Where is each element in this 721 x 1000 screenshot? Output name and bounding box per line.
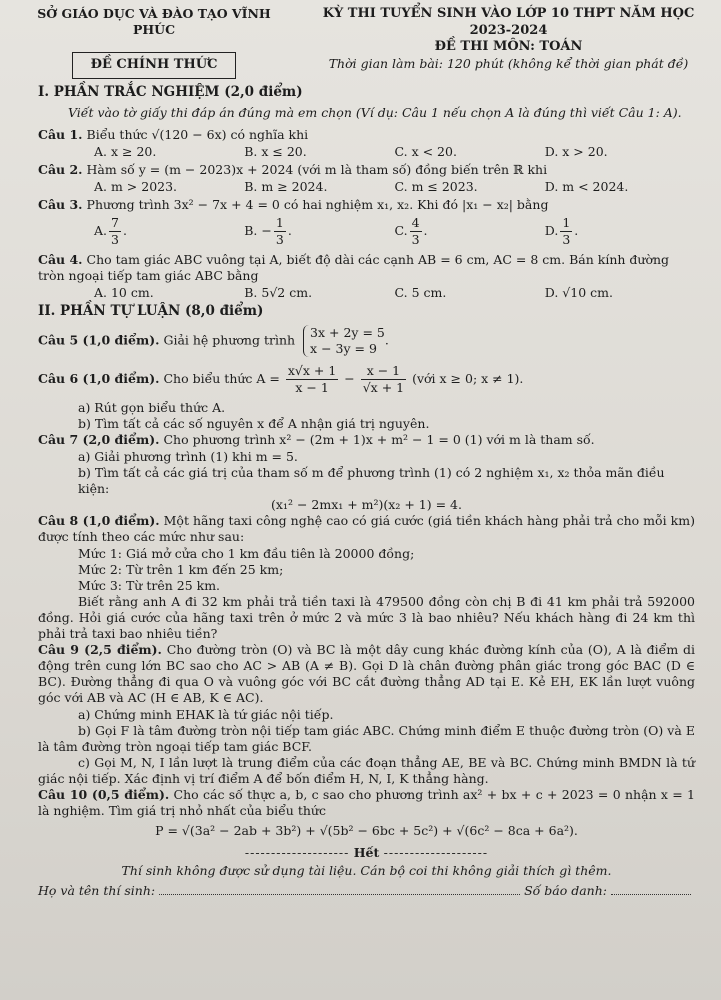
question-label: Câu 2.: [38, 162, 83, 178]
question-text: Hàm số y = (m − 2023)x + 2024 (với m là tham số) đồng biến trên ℝ khi: [86, 162, 548, 178]
denominator: √x + 1: [362, 379, 405, 395]
question-text: Cho phương trình x² − (2m + 1)x + m² − 1 = 0 (1) với m là tham số.: [163, 431, 595, 447]
numerator: 1: [275, 215, 284, 231]
question-text: Cho các số thực a, b, c sao cho phương trình ax² + bx + c + 2023 = 0 nhận x = 1 là nghiệm. Tìm giá trị nhỏ nhất của biểu thức: [38, 786, 696, 818]
price-level-1: Mức 1: Giá mở cửa cho 1 km đầu tiên là 20000 đồng;: [78, 545, 415, 561]
option-prefix: C.: [394, 223, 408, 239]
footer-note: Thí sinh không được sử dụng tài liệu. Cán bộ coi thi không giải thích gì thêm.: [121, 862, 612, 878]
option-prefix: A.: [94, 223, 108, 239]
fraction: [410, 215, 422, 248]
options-q4: [38, 285, 695, 301]
question-text: Cho đường tròn (O) và BC là một dây cung khác đường kính của (O), A là điểm di động trên cung lớn BC sao cho AC > AB (A ≠ B). Gọi D là chân đường phân giác trong góc BAC (D ∈ BC). Đường thẳng đi qua O và vuông góc với BC cắt đường thẳng AD tại E. Kẻ EH, EK lần lượt vuông góc với AB và AC (H ∈ AB, K ∈ AC).: [38, 641, 696, 705]
department-name: SỞ GIÁO DỤC VÀ ĐÀO TẠO VĨNH PHÚC: [37, 6, 271, 37]
question-7b: b) Tìm tất cả các giá trị của tham số m để phương trình (1) có 2 nghiệm x₁, x₂ thỏa mãn điều kiện:: [78, 464, 665, 496]
fraction: [361, 363, 406, 396]
question-5: Câu 5 (1,0 điểm). Giải hệ phương trình 3x + 2y = 5 x − 3y = 9 .: [38, 324, 389, 356]
option-a: A. m > 2023.: [94, 179, 178, 195]
fraction: [109, 215, 121, 248]
question-label: Câu 10 (0,5 điểm).: [38, 786, 170, 802]
option-c: C. 5 cm.: [394, 285, 447, 301]
section-title-multiple-choice: I. PHẦN TRẮC NGHIỆM (2,0 điểm): [38, 84, 303, 100]
denominator: x − 1: [295, 379, 329, 395]
question-text: Cho tam giác ABC vuông tại A, biết độ dài các cạnh AB = 6 cm, AC = 8 cm. Bán kính đường tròn ngoại tiếp tam giác ABC bằng: [38, 252, 670, 284]
option-d: D. $\frac{1}{3}$ .: [544, 215, 579, 248]
question-9a: a) Chứng minh EHAK là tứ giác nội tiếp.: [78, 706, 334, 722]
instruction-text: Viết vào tờ giấy thi đáp án đúng mà em chọn (Ví dụ: Câu 1 nếu chọn A là đúng thì viết Câu 1: A).: [68, 105, 682, 121]
option-d: D. m < 2024.: [544, 179, 629, 195]
question-label: Câu 8 (1,0 điểm).: [38, 512, 160, 528]
option-b: B. − $\frac{1}{3}$ .: [244, 215, 292, 248]
option-b: B. x ≤ 20.: [244, 144, 307, 160]
question-6a: a) Rút gọn biểu thức A.: [78, 399, 226, 415]
question-1: [38, 127, 695, 143]
option-a: A. 10 cm.: [94, 285, 154, 301]
options-q1: [38, 144, 695, 160]
header-left: [18, 6, 290, 79]
price-level-2: Mức 2: Từ trên 1 km đến 25 km;: [78, 561, 284, 577]
fraction: [286, 363, 338, 396]
question-label: Câu 5 (1,0 điểm).: [38, 332, 160, 348]
question-text: Cho biểu thức A =: [163, 370, 280, 386]
question-9: [38, 642, 695, 706]
official-exam-label: ĐỀ CHÍNH THỨC: [72, 52, 237, 79]
end-marker: [38, 845, 695, 861]
question-7: [38, 432, 695, 448]
condition-text: (với x ≥ 0; x ≠ 1).: [412, 370, 524, 386]
exam-time: Thời gian làm bài: 120 phút (không kể thời gian phát đề): [328, 55, 689, 71]
question-label: Câu 1.: [38, 127, 83, 143]
question-label: Câu 4.: [38, 252, 83, 268]
question-label: Câu 6 (1,0 điểm).: [38, 370, 160, 386]
price-level-3: Mức 3: Từ trên 25 km.: [78, 577, 221, 593]
options-q3: [38, 215, 695, 248]
option-b: B. m ≥ 2024.: [244, 179, 328, 195]
question-6b: b) Tìm tất cả các số nguyên x để A nhận giá trị nguyên.: [78, 415, 430, 431]
dash-left: --------------------: [244, 844, 350, 860]
exam-header: [18, 6, 711, 76]
numerator: x√x + 1: [287, 362, 337, 378]
exam-subject: ĐỀ THI MÔN: TOÁN: [434, 39, 583, 55]
question-text: Một hãng taxi công nghệ cao có giá cước (giá tiền khách hàng phải trả cho mỗi km) được tính theo các mức như sau:: [38, 512, 695, 544]
candidate-info-row: [38, 883, 695, 899]
question-3: [38, 197, 695, 213]
question-7-condition: (x₁² − 2mx₁ + m²)(x₂ + 1) = 4.: [271, 496, 462, 512]
question-text: Giải hệ phương trình: [163, 332, 296, 348]
question-6: Câu 6 (1,0 điểm). Cho biểu thức A = $\frac{x√x + 1}{x - 1}$ − $\frac{x - 1}{√x + 1}$ (với x ≥ 0; x ≠ 1).: [38, 362, 524, 395]
question-10: [38, 787, 695, 819]
candidate-id-blank: [611, 883, 691, 895]
exam-title: KỲ THI TUYỂN SINH VÀO LỚP 10 THPT NĂM HỌC 2023-2024: [322, 6, 695, 38]
option-c: C. m ≤ 2023.: [394, 179, 478, 195]
question-label: Câu 9 (2,5 điểm).: [38, 641, 162, 657]
dash-right: --------------------: [383, 844, 489, 860]
numerator: 7: [111, 215, 119, 231]
numerator: x − 1: [361, 363, 406, 380]
question-2: [38, 162, 695, 178]
option-b: B. 5√2 cm.: [244, 285, 313, 301]
option-d: D. x > 20.: [544, 144, 608, 160]
options-q2: [38, 179, 695, 195]
option-c: C. $\frac{4}{3}$ .: [394, 215, 428, 248]
denominator: 3: [275, 232, 284, 248]
equation-1: 3x + 2y = 5: [310, 324, 385, 340]
section-title-essay: II. PHẦN TỰ LUẬN (8,0 điểm): [38, 303, 264, 320]
option-a: A. $\frac{7}{3}$ .: [94, 215, 127, 248]
equation-2: x − 3y = 9: [310, 340, 377, 356]
fraction: [274, 215, 286, 248]
end-text: Hết: [353, 844, 380, 860]
option-prefix: D.: [544, 223, 559, 239]
candidate-id-label: Số báo danh:: [524, 882, 607, 898]
question-4: [38, 252, 695, 284]
option-prefix: B. −: [244, 223, 272, 239]
option-c: C. x < 20.: [394, 144, 457, 160]
question-7a: a) Giải phương trình (1) khi m = 5.: [78, 448, 298, 464]
numerator: 1: [562, 215, 571, 231]
question-10-expression: P = √(3a² − 2ab + 3b²) + √(5b² − 6bc + 5c²) + √(6c² − 8ca + 6a²).: [155, 822, 578, 838]
denominator: 3: [411, 232, 420, 248]
denominator: 3: [111, 232, 119, 248]
question-9b: b) Gọi F là tâm đường tròn nội tiếp tam giác ABC. Chứng minh điểm E thuộc đường tròn (O) và E là tâm đường tròn ngoại tiếp tam giác BCF.: [38, 722, 695, 754]
equation-system: [303, 325, 385, 357]
question-8-paragraph: Biết rằng anh A đi 32 km phải trả tiền taxi là 479500 đồng còn chị B đi 41 km phải trả 592000 đồng. Hỏi giá cước của hãng taxi trên ở mức 2 và mức 3 là bao nhiêu? Nếu khách hàng đi 24 km thì phải trả taxi bao nhiêu tiền?: [38, 593, 695, 641]
header-right: [306, 6, 711, 72]
question-text: Biểu thức √(120 − 6x) có nghĩa khi: [86, 127, 309, 143]
exam-body: [38, 82, 695, 899]
question-9c: c) Gọi M, N, I lần lượt là trung điểm của các đoạn thẳng AE, BE và BC. Chứng minh BMDN là tứ giác nội tiếp. Xác định vị trí điểm A để bốn điểm H, N, I, K thẳng hàng.: [38, 754, 695, 786]
candidate-name-label: Họ và tên thí sinh:: [38, 882, 156, 898]
denominator: 3: [562, 232, 571, 248]
fraction: [560, 215, 572, 248]
candidate-name-blank: [159, 883, 520, 895]
question-8: [38, 513, 695, 545]
option-d: D. √10 cm.: [544, 285, 613, 301]
question-label: Câu 3.: [38, 197, 83, 213]
question-label: Câu 7 (2,0 điểm).: [38, 431, 160, 447]
option-a: A. x ≥ 20.: [94, 144, 157, 160]
numerator: 4: [411, 215, 420, 231]
question-text: Phương trình 3x² − 7x + 4 = 0 có hai nghiệm x₁, x₂. Khi đó |x₁ − x₂| bằng: [86, 197, 549, 213]
